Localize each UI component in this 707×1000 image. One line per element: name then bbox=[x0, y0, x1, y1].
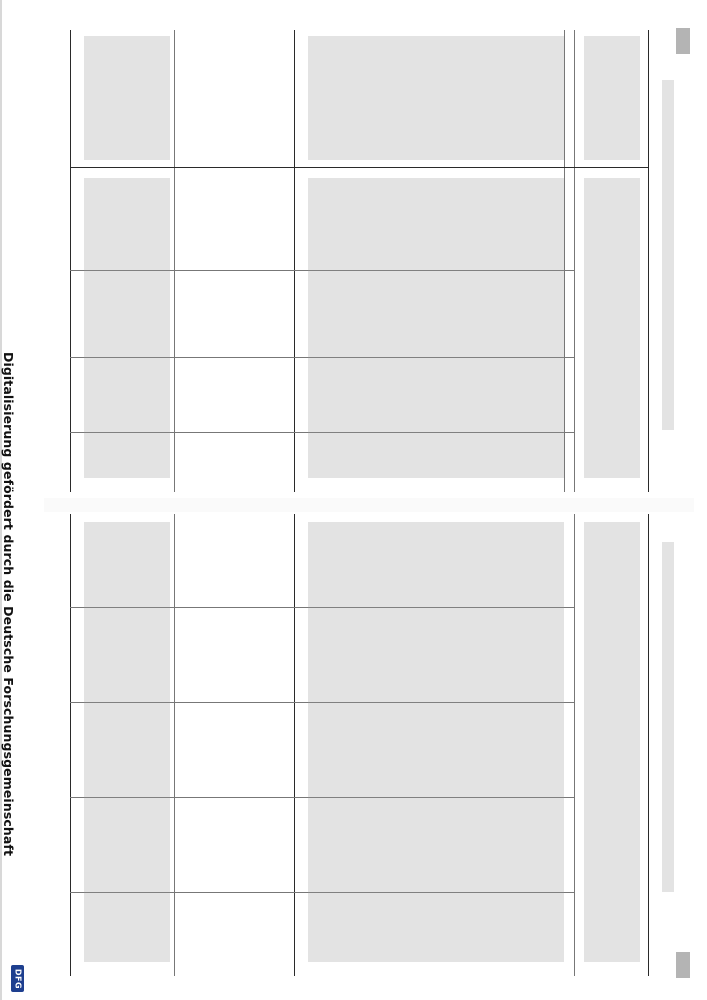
data-cells-block bbox=[308, 178, 564, 478]
row-labels-block bbox=[308, 36, 564, 160]
total-rule bbox=[174, 30, 175, 492]
footer-rule bbox=[70, 514, 71, 976]
row-labels-block bbox=[84, 36, 170, 160]
header-rule bbox=[648, 30, 649, 492]
column-header-rule bbox=[574, 30, 575, 492]
rotated-table-spread bbox=[44, 22, 694, 984]
total-rule bbox=[174, 514, 175, 976]
page-number-lower bbox=[676, 952, 690, 978]
column-heads-block bbox=[584, 178, 640, 478]
dfg-logo-text: DFG bbox=[13, 968, 22, 989]
page-number-upper bbox=[676, 28, 690, 54]
column-heads-block bbox=[584, 522, 640, 962]
column-header-rule bbox=[574, 514, 575, 976]
digitization-credit bbox=[1, 0, 26, 1000]
page-header-upper bbox=[662, 80, 674, 430]
row-label-divider bbox=[70, 167, 648, 168]
footer-rule bbox=[70, 30, 71, 492]
data-cells-block bbox=[84, 178, 170, 478]
data-cells-block bbox=[308, 522, 564, 962]
row-labels-block bbox=[584, 36, 640, 160]
data-cells-block bbox=[84, 522, 170, 962]
page-header-lower bbox=[662, 542, 674, 892]
header-rule bbox=[648, 514, 649, 976]
page-gutter bbox=[44, 498, 694, 512]
dfg-logo bbox=[11, 965, 24, 992]
credit-text: Digitalisierung gefördert durch die Deutsche Forschungsgemeinschaft bbox=[1, 351, 16, 857]
section-rule bbox=[294, 514, 295, 976]
section-rule bbox=[294, 30, 295, 492]
column-header-rule bbox=[564, 30, 565, 492]
